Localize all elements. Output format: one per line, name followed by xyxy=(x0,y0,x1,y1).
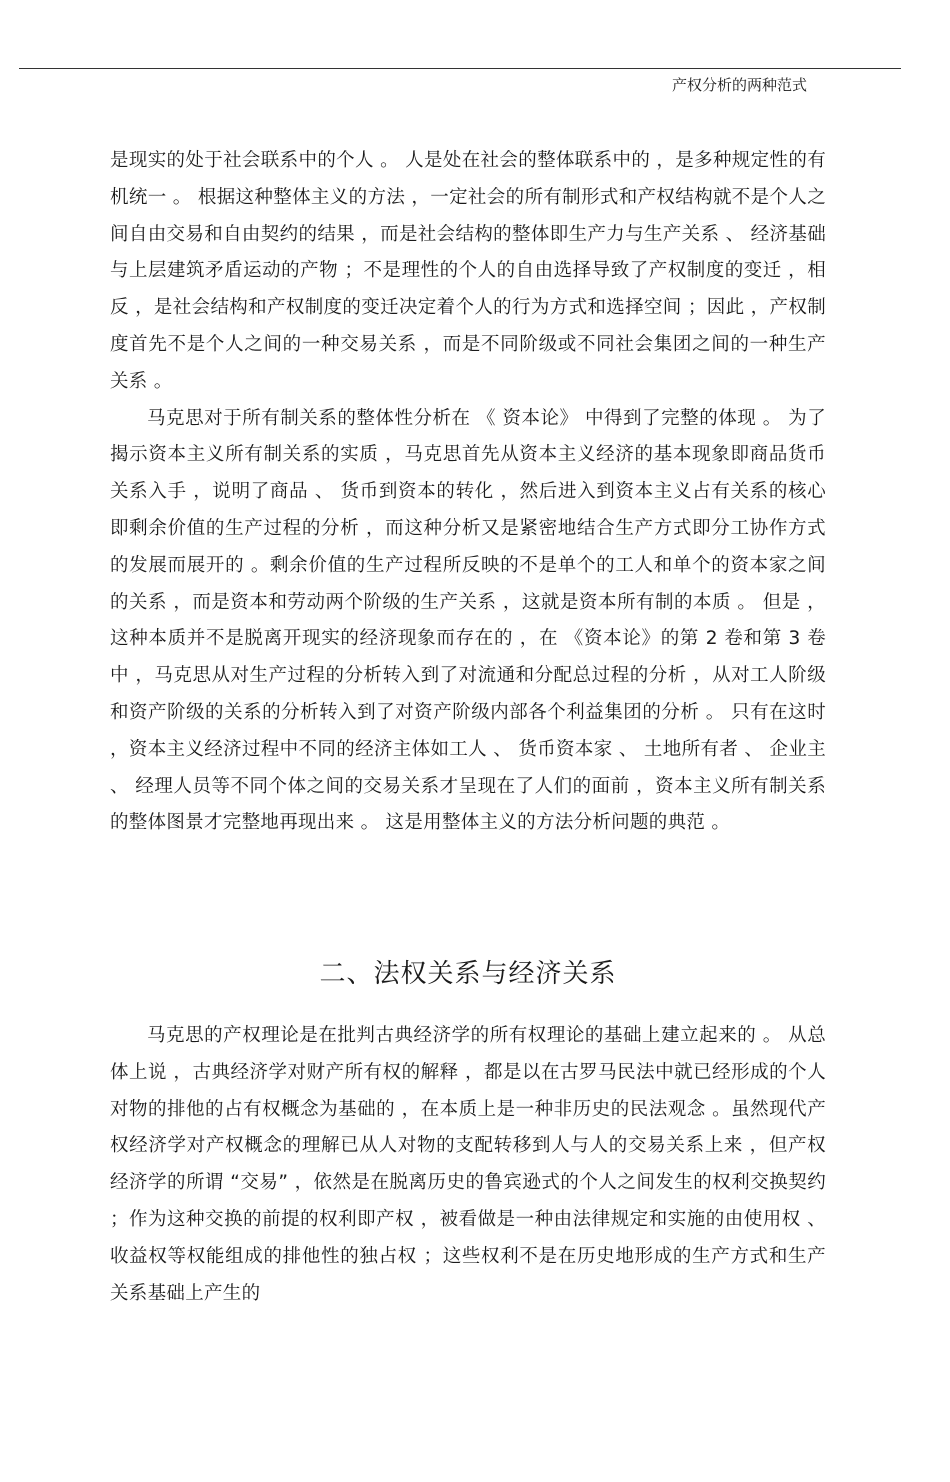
paragraph: 马克思的产权理论是在批判古典经济学的所有权理论的基础上建立起来的 。 从总体上说 ，古典经济学对财产所有权的解释 ，都是以在古罗马民法中就已经形成的个人对物的排他的占有权概念为基础的 ，在本质上是一种非历史的民法观念 。虽然现代产权经济学对产权概念的理解已从人对物的支配转移到人与人的交易关系上来 ，但产权经济学的所谓 “交易” ，依然是在脱离历史的鲁宾逊式的个人之间发生的权利交换契约 ；作为这种交换的前提的权利即产权 ，被看做是一种由法律规定和实施的由使用权 、 收益权等权能组成的排他性的独占权 ；这些权利不是在历史地形成的生产方式和生产关系基础上产生的 xyxy=(110,1025,826,1304)
paragraph: 是现实的处于社会联系中的个人 。 人是处在社会的整体联系中的 ，是多种规定性的有机统一 。 根据这种整体主义的方法 ，一定社会的所有制形式和产权结构就不是个人之间自由交易和自由契约的结果 ，而是社会结构的整体即生产力与生产关系 、 经济基础与上层建筑矛盾运动的产物 ；不是理性的个人的自由选择导致了产权制度的变迁 ，相反 ，是社会结构和产权制度的变迁决定着个人的行为方式和选择空间 ；因此 ，产权制度首先不是个人之间的一种交易关系 ，而是不同阶级或不同社会集团之间的一种生产关系 。 xyxy=(110,150,826,392)
paragraph: 马克思对于所有制关系的整体性分析在 《 资本论》 中得到了完整的体现 。 为了揭示资本主义所有制关系的实质 ，马克思首先从资本主义经济的基本现象即商品货币关系入手 ，说明了商品 、 货币到资本的转化 ，然后进入到资本主义占有关系的核心即剩余价值的生产过程的分析 ，而这种分析又是紧密地结合生产方式即分工协作方式的发展而展开的 。剩余价值的生产过程所反映的不是单个的工人和单个的资本家之间的关系 ，而是资本和劳动两个阶级的生产关系 ，这就是资本所有制的本质 。 但是 ，这种本质并不是脱离开现实的经济现象而存在的 ，在 《资本论》的第 2 卷和第 3 卷中 ，马克思从对生产过程的分析转入到了对流通和分配总过程的分析 ，从对工人阶级和资产阶级的关系的分析转入到了对资产阶级内部各个利益集团的分析 。 只有在这时 ，资本主义经济过程中不同的经济主体如工人 、 货币资本家 、 土地所有者 、 企业主 、 经理人员等不同个体之间的交易关系才呈现在了人们的面前 ，资本主义所有制关系的整体图景才完整地再现出来 。 这是用整体主义的方法分析问题的典范 。 xyxy=(110,407,826,834)
body-text-continued xyxy=(110,143,826,842)
section-heading: 二、法权关系与经济关系 xyxy=(319,959,617,989)
header-rule xyxy=(19,68,901,69)
running-header-title: 产权分析的两种范式 xyxy=(671,76,807,94)
body-text-section-two xyxy=(110,1018,826,1312)
